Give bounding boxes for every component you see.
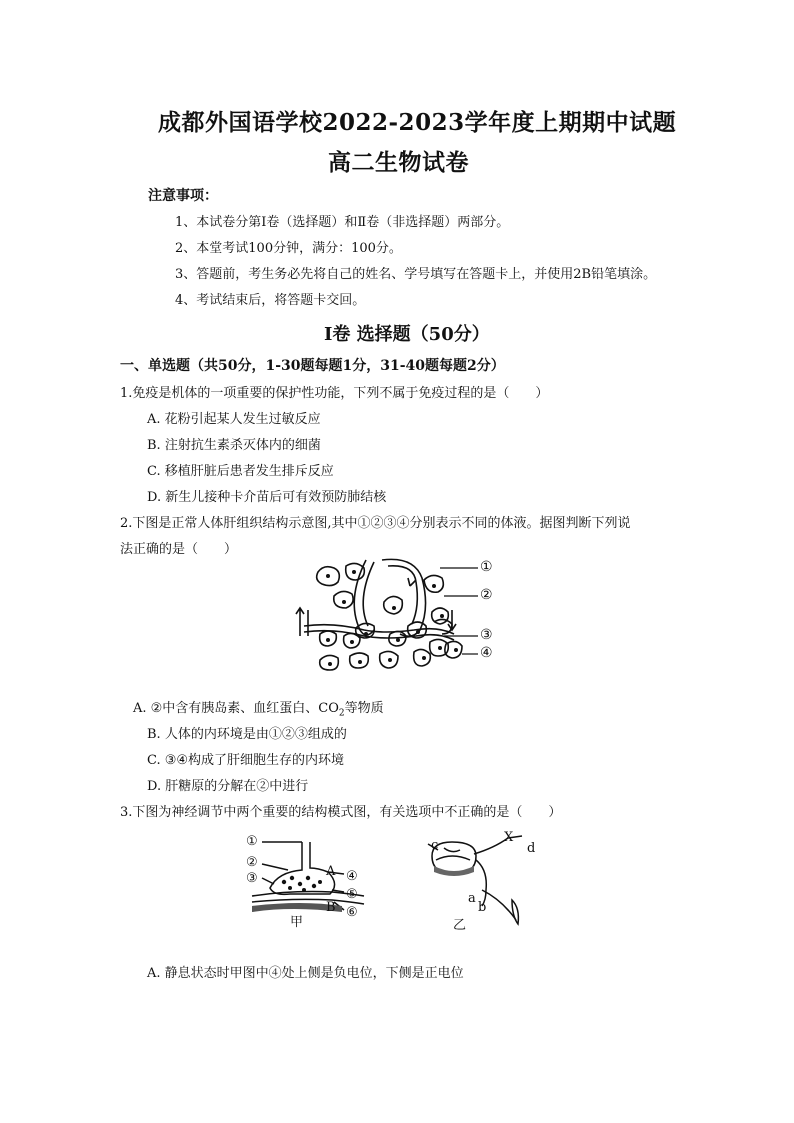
synapse-label: ① <box>246 834 258 849</box>
question-2-option-d: D. 肝糖原的分解在②中进行 <box>147 779 309 794</box>
part-heading: 一、单选题（共50分，1-30题每题1分，31-40题每题2分） <box>120 358 505 374</box>
question-2-option-a: A. ②中含有胰岛素、血红蛋白、$CO_2$等物质 <box>133 701 384 719</box>
question-1-option-a: A. 花粉引起某人发生过敏反应 <box>147 412 321 427</box>
notice-item: 4、考试结束后，将答题卡交回。 <box>175 293 366 308</box>
figure-label: ④ <box>480 645 493 661</box>
question-2-option-b: B. 人体的内环境是由①②③组成的 <box>147 727 347 742</box>
reflex-label: c <box>431 838 439 853</box>
question-1-option-b: B. 注射抗生素杀灭体内的细菌 <box>147 438 321 453</box>
question-2-option-c: C. ③④构成了肝细胞生存的内环境 <box>147 753 345 768</box>
notice-item: 1、本试卷分第Ⅰ卷（选择题）和Ⅱ卷（非选择题）两部分。 <box>175 215 510 230</box>
figure-label: ② <box>480 587 493 603</box>
reflex-label: X <box>504 830 514 845</box>
synapse-label: A <box>326 864 336 879</box>
notice-item: 2、本堂考试100分钟，满分：100分。 <box>175 241 402 256</box>
section-title: Ⅰ卷 选择题（50分） <box>324 324 490 345</box>
question-2-stem: 2.下图是正常人体肝组织结构示意图,其中①②③④分别表示不同的体液。据图判断下列说 <box>120 516 631 531</box>
question-3-option-a: A. 静息状态时甲图中④处上侧是负电位，下侧是正电位 <box>147 966 464 981</box>
reflex-label: b <box>478 900 487 915</box>
question-1-option-c: C. 移植肝脏后患者发生排斥反应 <box>147 464 334 479</box>
exam-title: 成都外国语学校2022-2023学年度上期期中试题 <box>158 109 677 136</box>
synapse-label: ⑥ <box>346 905 358 920</box>
question-2-stem-cont: 法正确的是（ ） <box>120 542 238 557</box>
liver-tissue-figure <box>294 556 500 688</box>
notice-heading: 注意事项： <box>148 188 218 204</box>
synapse-label: ④ <box>346 869 358 884</box>
synapse-label: B <box>326 900 336 915</box>
notice-item: 3、答题前，考生务必先将自己的姓名、学号填写在答题卡上，并使用2B铅笔填涂。 <box>175 267 657 282</box>
synapse-label: ② <box>246 855 258 870</box>
question-1-stem: 1.免疫是机体的一项重要的保护性功能，下列不属于免疫过程的是（ ） <box>120 386 549 401</box>
reflex-label: a <box>468 891 476 906</box>
question-1-option-d: D. 新生儿接种卡介苗后可有效预防肺结核 <box>147 490 387 505</box>
question-3-stem: 3.下图为神经调节中两个重要的结构模式图，有关选项中不正确的是（ ） <box>120 805 562 820</box>
figure-caption-yi: 乙 <box>453 918 467 933</box>
exam-subtitle: 高二生物试卷 <box>328 149 469 176</box>
figure-label: ③ <box>480 627 493 643</box>
synapse-label: ⑤ <box>346 887 358 902</box>
figure-caption-jia: 甲 <box>290 915 304 930</box>
synapse-label: ③ <box>246 871 258 886</box>
reflex-label: d <box>527 841 536 856</box>
figure-label: ① <box>480 559 493 575</box>
